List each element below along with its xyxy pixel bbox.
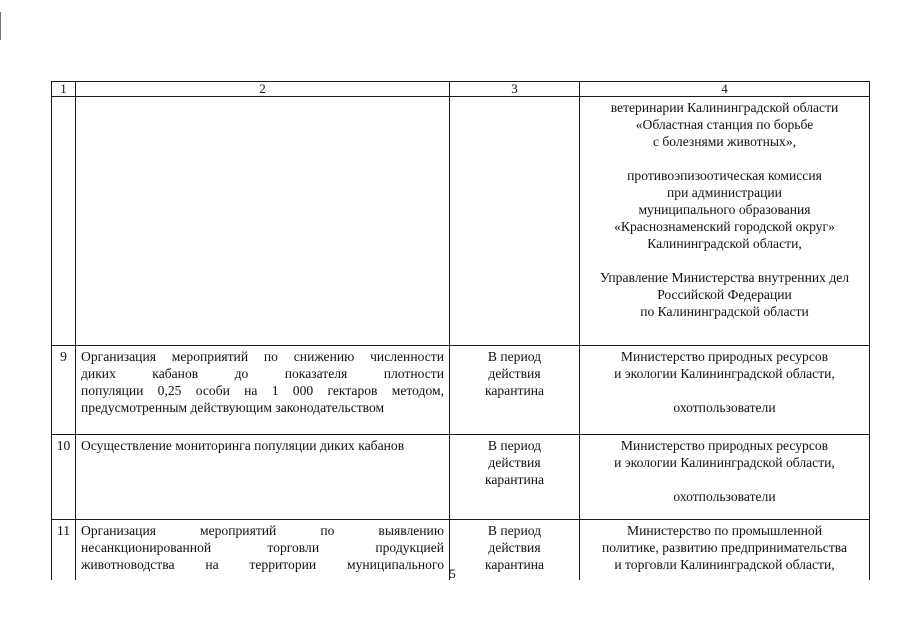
period-line: действия (488, 540, 541, 555)
responsible-line: по Калининградской области (640, 304, 809, 319)
responsible-parties (580, 435, 870, 520)
responsible-line: муниципального образования (638, 202, 811, 217)
table-row-10 (52, 435, 870, 520)
description-cell (76, 97, 450, 346)
column-number-1: 1 (52, 82, 76, 97)
measures-table (51, 81, 870, 580)
responsible-line: «Краснознаменский городской округ» (614, 219, 835, 234)
measure-description (76, 346, 450, 435)
scan-edge-mark (0, 12, 4, 40)
responsible-line: и торговли Калининградской области, (614, 557, 835, 572)
description-line: несанкционированной торговли продукцией (81, 540, 444, 555)
responsible-line: Министерство природных ресурсов (620, 349, 829, 364)
responsible-line: Управление Министерства внутренних дел (599, 270, 850, 285)
responsible-line: Министерство природных ресурсов (620, 438, 829, 453)
execution-period (450, 346, 580, 435)
period-line: карантина (484, 557, 545, 572)
paragraph-gap (580, 471, 869, 488)
table-row-9 (52, 346, 870, 435)
period-line: карантина (484, 472, 545, 487)
column-number-4: 4 (580, 82, 870, 97)
description-line: диких кабанов до показателя плотности (81, 366, 444, 381)
responsible-line: охотпользователи (673, 489, 776, 504)
responsible-line: и экологии Калининградской области, (614, 455, 835, 470)
description-line: Организация мероприятий по выявлению (81, 523, 444, 538)
description-line: Организация мероприятий по снижению численности (81, 349, 444, 364)
period-cell (450, 97, 580, 346)
period-line: карантина (484, 383, 545, 398)
execution-period (450, 435, 580, 520)
responsible-line: Российской Федерации (657, 287, 792, 302)
responsible-line: политике, развитию предпринимательства (601, 540, 848, 555)
table-row-continuation (52, 97, 870, 346)
responsible-line: при администрации (667, 185, 782, 200)
responsible-line: и экологии Калининградской области, (614, 366, 835, 381)
responsible-line: «Областная станция по борьбе (635, 117, 814, 132)
responsible-line: охотпользователи (673, 400, 776, 415)
description-line: популяции 0,25 особи на 1 000 гектаров методом, (81, 383, 444, 398)
description-line: Осуществление мониторинга популяции диких кабанов (81, 438, 405, 453)
column-number-3: 3 (450, 82, 580, 97)
responsible-cell (580, 97, 870, 346)
row-number: 9 (52, 346, 76, 435)
responsible-parties (580, 346, 870, 435)
period-line: действия (488, 366, 541, 381)
period-line: действия (488, 455, 541, 470)
row-number-cell (52, 97, 76, 346)
period-line: В период (487, 349, 542, 364)
paragraph-gap (580, 150, 869, 167)
page-number: 5 (449, 566, 456, 581)
row-number: 11 (52, 520, 76, 581)
responsible-line: противоэпизоотическая комиссия (627, 168, 822, 183)
responsible-line: ветеринарии Калининградской области (610, 100, 839, 115)
measure-description (76, 435, 450, 520)
period-line: В период (487, 523, 542, 538)
paragraph-gap (580, 252, 869, 269)
responsible-line: Калининградской области, (647, 236, 802, 251)
paragraph-gap (580, 382, 869, 399)
responsible-line: с болезнями животных», (652, 134, 797, 149)
period-line: В период (487, 438, 542, 453)
column-number-2: 2 (76, 82, 450, 97)
description-line: животноводства на территории муниципального (81, 557, 444, 572)
description-line: предусмотренным действующим законодательством (81, 400, 385, 415)
column-number-row (52, 82, 870, 97)
row-number: 10 (52, 435, 76, 520)
responsible-line: Министерство по промышленной (627, 523, 822, 538)
